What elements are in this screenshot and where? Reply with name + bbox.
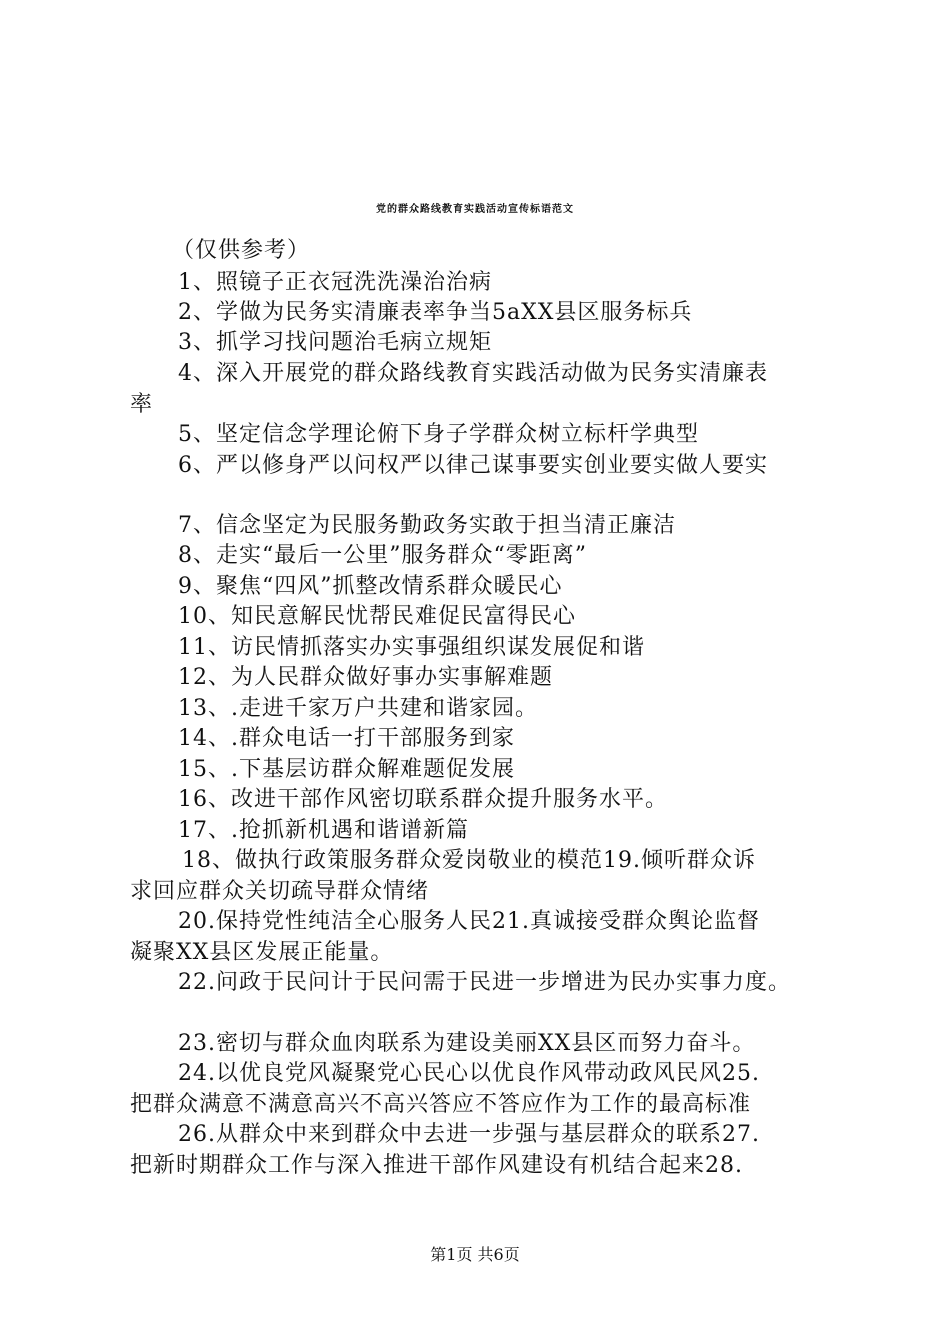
slogan-line-4-cont: 率 xyxy=(130,392,154,417)
slogan-line-21-cont: 凝聚XX县区发展正能量。 xyxy=(130,940,394,965)
slogan-line-12: 12、为人民群众做好事办实事解难题 xyxy=(178,665,553,690)
slogan-line-8: 8、走实“最后一公里”服务群众“零距离” xyxy=(178,543,587,568)
slogan-line-18-19: 18、做执行政策服务群众爱岗敬业的模范19.倾听群众诉 xyxy=(182,848,756,873)
slogan-line-3: 3、抓学习找问题治毛病立规矩 xyxy=(178,330,492,355)
slogan-line-7: 7、信念坚定为民服务勤政务实敢于担当清正廉洁 xyxy=(178,513,676,538)
slogan-line-1: 1、照镜子正衣冠洗洗澡治治病 xyxy=(178,270,492,295)
slogan-line-17: 17、.抢抓新机遇和谐谱新篇 xyxy=(178,818,469,843)
slogan-line-27-28: 把新时期群众工作与深入推进干部作风建设有机结合起来28. xyxy=(130,1153,743,1178)
slogan-line-5: 5、坚定信念学理论俯下身子学群众树立标杆学典型 xyxy=(178,422,699,447)
slogan-line-2: 2、学做为民务实清廉表率争当5aXX县区服务标兵 xyxy=(178,300,693,325)
slogan-line-11: 11、访民情抓落实办实事强组织谋发展促和谐 xyxy=(178,635,645,660)
slogan-line-15: 15、.下基层访群众解难题促发展 xyxy=(178,757,515,782)
slogan-line-22: 22.问政于民问计于民问需于民进一步增进为民办实事力度。 xyxy=(178,970,791,995)
subtitle-note: （仅供参考） xyxy=(172,238,311,263)
slogan-line-13: 13、.走进千家万户共建和谐家园。 xyxy=(178,696,538,721)
slogan-line-14: 14、.群众电话一打干部服务到家 xyxy=(178,726,515,751)
slogan-line-26-27: 26.从群众中来到群众中去进一步强与基层群众的联系27. xyxy=(178,1122,760,1147)
slogan-line-10: 10、知民意解民忧帮民难促民富得民心 xyxy=(178,604,576,629)
slogan-line-23: 23.密切与群众血肉联系为建设美丽XX县区而努力奋斗。 xyxy=(178,1031,756,1056)
slogan-line-9: 9、聚焦“四风”抓整改情系群众暖民心 xyxy=(178,574,563,599)
slogan-line-25-cont: 把群众满意不满意高兴不高兴答应不答应作为工作的最高标准 xyxy=(130,1092,752,1117)
slogan-line-6: 6、严以修身严以问权严以律己谋事要实创业要实做人要实 xyxy=(178,453,768,478)
slogan-line-19-cont: 求回应群众关切疏导群众情绪 xyxy=(130,879,430,904)
slogan-line-20-21: 20.保持党性纯洁全心服务人民21.真诚接受群众舆论监督 xyxy=(178,909,760,934)
page-footer: 第1页 共6页 xyxy=(430,1245,520,1264)
slogan-line-16: 16、改进干部作风密切联系群众提升服务水平。 xyxy=(178,787,668,812)
slogan-line-4: 4、深入开展党的群众路线教育实践活动做为民务实清廉表 xyxy=(178,361,768,386)
slogan-line-24-25: 24.以优良党风凝聚党心民心以优良作风带动政风民风25. xyxy=(178,1061,760,1086)
document-title: 党的群众路线教育实践活动宣传标语范文 xyxy=(376,204,574,215)
